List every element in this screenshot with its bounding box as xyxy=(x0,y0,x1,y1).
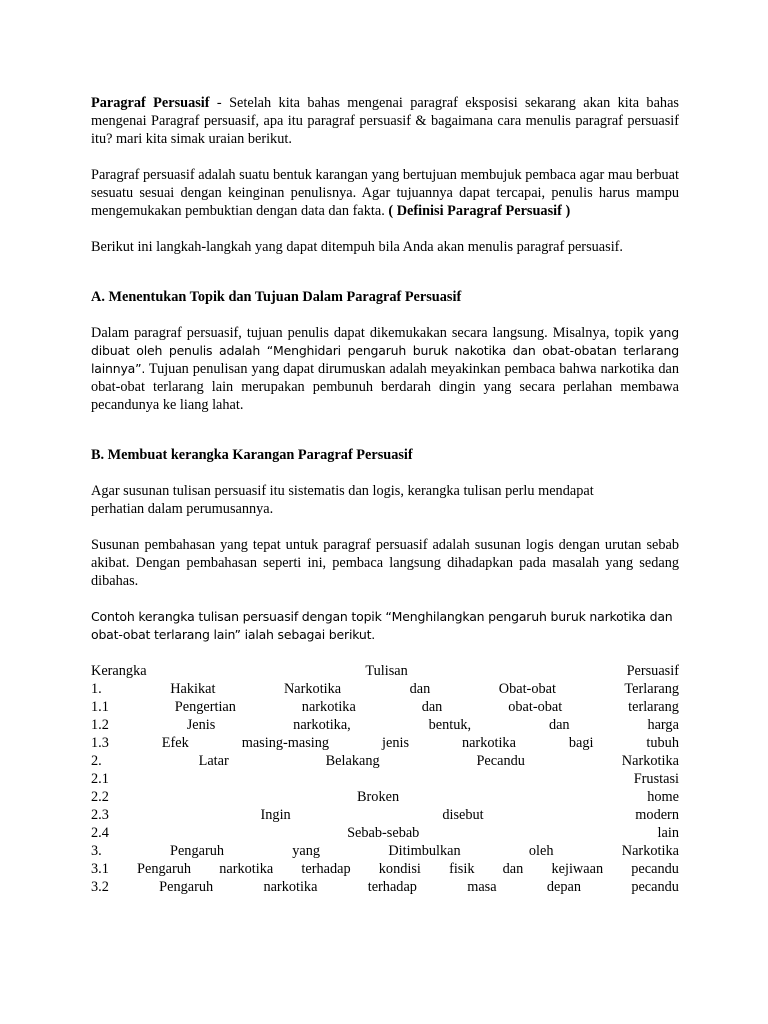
outline-word: Obat-obat xyxy=(498,681,556,697)
outline-word: pecandu xyxy=(631,861,679,877)
outline-line xyxy=(91,842,679,860)
outline-word: Sebab-sebab xyxy=(347,825,420,841)
outline-word: dan xyxy=(421,699,443,715)
outline-word: Ingin xyxy=(260,807,291,823)
outline-word: Pengertian xyxy=(174,699,236,715)
outline-word: 2.2 xyxy=(91,789,109,805)
section-b-p1-line1: Agar susunan tulisan persuasif itu sistematis dan logis, kerangka tulisan perlu mendapat xyxy=(91,483,594,499)
outline-word: Ditimbulkan xyxy=(388,843,461,859)
section-b-p1-line2: perhatian dalam perumusannya. xyxy=(91,501,274,517)
section-a-text-1: Dalam paragraf persuasif, tujuan penulis dapat dikemukakan secara langsung. Misalnya, topik xyxy=(91,325,649,341)
outline-word: jenis xyxy=(382,735,410,751)
outline-word: Frustasi xyxy=(633,771,679,787)
outline-line xyxy=(91,770,679,788)
outline-word: tubuh xyxy=(646,735,679,751)
outline-list xyxy=(91,662,679,896)
section-b-heading: B. Membuat kerangka Karangan Paragraf Persuasif xyxy=(91,447,413,463)
outline-word: dan xyxy=(548,717,570,733)
definition-label: ( Definisi Paragraf Persuasif ) xyxy=(388,203,571,219)
outline-word: kondisi xyxy=(378,861,421,877)
outline-line xyxy=(91,806,679,824)
outline-word: kejiwaan xyxy=(551,861,604,877)
outline-word: pecandu xyxy=(631,879,679,895)
outline-word: Narkotika xyxy=(621,753,679,769)
outline-word: narkotika, xyxy=(293,717,351,733)
outline-line xyxy=(91,734,679,752)
outline-word: Persuasif xyxy=(626,663,679,679)
outline-word: 1.2 xyxy=(91,717,109,733)
outline-word: masa xyxy=(467,879,497,895)
outline-word: terlarang xyxy=(628,699,679,715)
outline-word: terhadap xyxy=(301,861,351,877)
outline-word: Pecandu xyxy=(476,753,525,769)
outline-line xyxy=(91,698,679,716)
outline-word: bagi xyxy=(568,735,594,751)
outline-word: Narkotika xyxy=(283,681,342,697)
outline-word: 2.1 xyxy=(91,771,109,787)
outline-word: Kerangka xyxy=(91,663,147,679)
outline-word: dan xyxy=(502,861,524,877)
outline-word: oleh xyxy=(528,843,554,859)
intro-title: Paragraf Persuasif xyxy=(91,95,210,111)
outline-word: 2.4 xyxy=(91,825,109,841)
outline-word: dan xyxy=(409,681,431,697)
outline-word: harga xyxy=(647,717,679,733)
outline-word: 3. xyxy=(91,843,102,859)
definition-text: Paragraf persuasif adalah suatu bentuk karangan yang bertujuan membujuk pembaca agar mau berbuat sesuatu sesuai dengan keinginan penulisnya. Agar tujuannya dapat tercapai, penulis harus mampu mengemukakan pembuktian dengan data dan fakta. xyxy=(91,167,679,219)
outline-word: fisik xyxy=(449,861,475,877)
section-b-paragraph-1 xyxy=(91,482,679,518)
outline-word: 3.1 xyxy=(91,861,109,877)
intro-text: Setelah kita bahas mengenai paragraf eksposisi sekarang akan kita bahas mengenai Paragraf persuasif, apa itu paragraf persuasif & bagaimana cara menulis paragraf persuasif itu? mari kita simak uraian berikut. xyxy=(91,95,679,147)
outline-word: lain xyxy=(657,825,679,841)
outline-line xyxy=(91,878,679,896)
outline-line xyxy=(91,716,679,734)
document-body xyxy=(91,94,679,896)
outline-line xyxy=(91,662,679,680)
outline-word: depan xyxy=(546,879,582,895)
outline-word: Pengaruh xyxy=(137,861,192,877)
section-a-heading: A. Menentukan Topik dan Tujuan Dalam Paragraf Persuasif xyxy=(91,289,462,305)
outline-word: narkotika xyxy=(219,861,274,877)
outline-word: masing-masing xyxy=(241,735,330,751)
outline-word: Hakikat xyxy=(170,681,216,697)
outline-line xyxy=(91,788,679,806)
outline-word: 1.3 xyxy=(91,735,109,751)
section-a-text-2: Tujuan penulisan yang dapat dirumuskan adalah meyakinkan pembaca bahwa narkotika dan obat-obat terlarang lain merupakan pembunuh berdarah dingin yang secara perlahan membawa pecandunya ke liang lahat. xyxy=(91,361,679,413)
outline-line xyxy=(91,752,679,770)
intro-separator: - xyxy=(209,95,230,111)
outline-word: Pengaruh xyxy=(170,843,224,859)
outline-word: disebut xyxy=(442,807,484,823)
intro-paragraph xyxy=(91,94,679,148)
steps-intro: Berikut ini langkah-langkah yang dapat ditempuh bila Anda akan menulis paragraf persuasif. xyxy=(91,239,624,255)
outline-word: Broken xyxy=(357,789,400,805)
outline-word: Narkotika xyxy=(621,843,679,859)
outline-line xyxy=(91,680,679,698)
section-b-paragraph-3: Contoh kerangka tulisan persuasif dengan topik “Menghilangkan pengaruh buruk narkotika dan obat-obat terlarang lain” ialah sebagai berikut. xyxy=(91,609,673,642)
outline-word: yang xyxy=(292,843,321,859)
outline-word: bentuk, xyxy=(428,717,472,733)
outline-word: Efek xyxy=(161,735,189,751)
outline-word: 3.2 xyxy=(91,879,109,895)
outline-line xyxy=(91,860,679,878)
outline-word: 2.3 xyxy=(91,807,109,823)
outline-word: Tulisan xyxy=(365,663,408,679)
outline-word: Belakang xyxy=(325,753,380,769)
outline-word: 1.1 xyxy=(91,699,109,715)
outline-word: Pengaruh xyxy=(159,879,214,895)
outline-line xyxy=(91,824,679,842)
outline-word: modern xyxy=(635,807,679,823)
outline-word: Jenis xyxy=(186,717,216,733)
outline-word: narkotika xyxy=(461,735,516,751)
section-b-paragraph-2: Susunan pembahasan yang tepat untuk paragraf persuasif adalah susunan logis dengan urutan sebab akibat. Dengan pembahasan seperti ini, pembaca langsung dihadapkan pada masalah yang sedang dibahas. xyxy=(91,537,679,589)
outline-word: terhadap xyxy=(367,879,417,895)
outline-word: Latar xyxy=(198,753,229,769)
outline-word: narkotika xyxy=(301,699,356,715)
outline-word: obat-obat xyxy=(508,699,563,715)
outline-word: home xyxy=(647,789,679,805)
outline-word: 2. xyxy=(91,753,102,769)
outline-word: Terlarang xyxy=(624,681,679,697)
outline-word: narkotika xyxy=(263,879,318,895)
definition-paragraph xyxy=(91,166,679,220)
section-a-paragraph xyxy=(91,324,679,414)
outline-word: 1. xyxy=(91,681,102,697)
section-a-quote: yang dibuat oleh penulis adalah “Menghidari pengaruh buruk nakotika dan obat-obatan terlarang lainnya”. xyxy=(91,325,679,376)
